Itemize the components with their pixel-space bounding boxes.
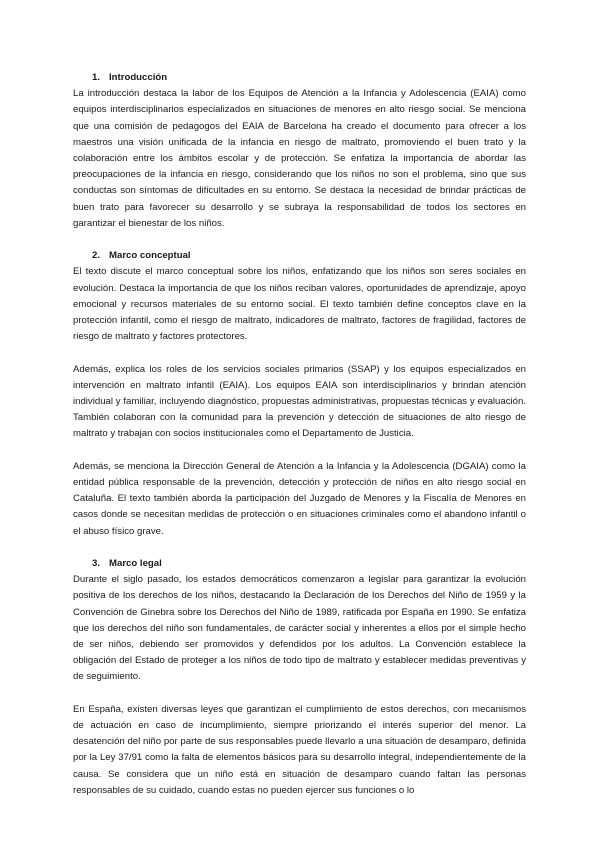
section-heading-marco-conceptual bbox=[73, 248, 526, 264]
paragraph: Además, explica los roles de los servicios sociales primarios (SSAP) y los equipos especializados en intervención en maltrato infantil (EAIA). Los equipos EAIA son interdisciplinarios y brindan atención individual y familiar, incluyendo diagnóstico, propuestas administrativas, propuestas técnicas y evaluación. También colaboran con la comunidad para la prevención y detección de situaciones de alto riesgo de maltrato y trabajan con socios institucionales como el Departamento de Justicia. bbox=[73, 363, 526, 440]
section-title: Marco legal bbox=[109, 558, 162, 570]
section-title: Marco conceptual bbox=[109, 250, 191, 262]
paragraph: La introducción destaca la labor de los Equipos de Atención a la Infancia y Adolescencia (EAIA) como equipos interdisciplinarios especializados en situaciones de menores en alto riesgo social. Se menciona que una comisión de pedagogos del EAIA de Barcelona ha creado el documento para ofrecer a los maestros una visión unificada de la infancia en riesgo de maltrato, promoviendo el buen trato y la colaboración entre los ámbitos escolar y de protección. Se enfatiza la importancia de abordar las preocupaciones de la infancia en riesgo, considerando que los niños no son el problema, sino que sus conductas son síntomas de dificultades en su entorno. Se destaca la necesidad de brindar prácticas de buen trato para favorecer su desarrollo y se subraya la responsabilidad de todos los sectores en garantizar el bienestar de los niños. bbox=[73, 88, 526, 229]
section-title: Introducción bbox=[109, 72, 168, 83]
section-number: 3. bbox=[92, 558, 101, 570]
paragraph: El texto discute el marco conceptual sobre los niños, enfatizando que los niños son seres sociales en evolución. Destaca la importancia de que los niños reciban valores, oportunidades de aprendizaje, apoyo emocional y recursos materiales de su entorno social. El texto también define conceptos clave en la protección infantil, como el riesgo de maltrato, indicadores de maltrato, factores de fragilidad, factores de riesgo de maltrato y factores protectores. bbox=[73, 266, 526, 343]
paragraph: Además, se menciona la Dirección General de Atención a la Infancia y la Adolescencia (DGAIA) como la entidad pública responsable de la prevención, detección y protección de niños en alto riesgo social en Cataluña. El texto también aborda la participación del Juzgado de Menores y la Fiscalía de Menores en casos donde se necesitan medidas de protección o en situaciones criminales como el abandono infantil o el abuso físico grave. bbox=[73, 460, 526, 537]
section-number: 1. bbox=[92, 72, 101, 83]
section-heading-marco-legal bbox=[73, 556, 526, 572]
section-number: 2. bbox=[92, 250, 101, 262]
paragraph: Durante el siglo pasado, los estados democráticos comenzaron a legislar para garantizar la evolución positiva de los derechos de los niños, destacando la Declaración de los Derechos del Niño de 1959 y la Convención de Ginebra sobre los Derechos del Niño de 1989, ratificada por España en 1990. Se enfatiza que los derechos del niño son fundamentales, de carácter social y inherentes a ellos por el simple hecho de ser niños, debiendo ser promovidos y defendidos por los adultos. La Convención establece la obligación del Estado de proteger a los niños de todo tipo de maltrato y establecer medidas preventivas y de seguimiento. bbox=[73, 574, 526, 683]
section-heading-introduccion bbox=[73, 70, 526, 86]
document-body bbox=[73, 70, 526, 799]
paragraph: En España, existen diversas leyes que garantizan el cumplimiento de estos derechos, con mecanismos de actuación en caso de incumplimiento, siempre priorizando el interés superior del menor. La desatención del niño por parte de sus responsables puede llevarlo a una situación de desamparo, definida por la Ley 37/91 como la falta de elementos básicos para su desarrollo integral, independientemente de la causa. Se considera que un niño está en situación de desamparo cuando faltan las personas responsables de su cuidado, cuando estas no pueden ejercer sus funciones o lo bbox=[73, 703, 526, 796]
